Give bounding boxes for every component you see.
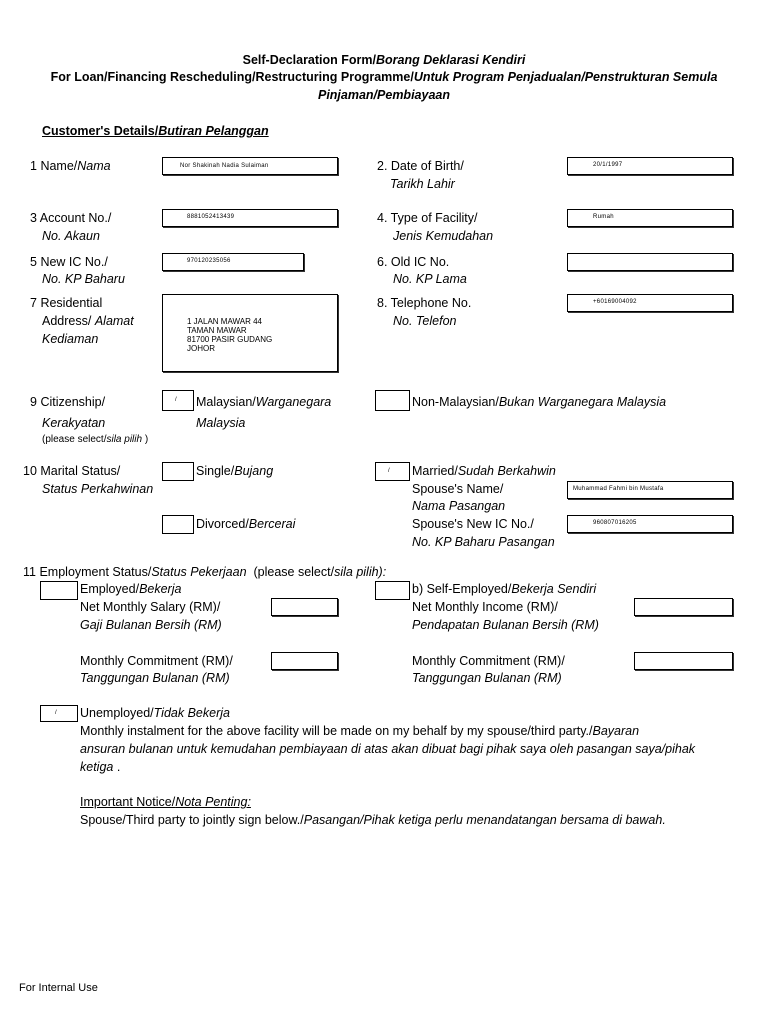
dob-field[interactable]: 20/1/1997 [567,157,733,175]
account-label: 3 Account No./ [30,211,112,225]
divorced-checkbox[interactable] [162,515,194,534]
statement-line2: ansuran bulanan untuk kemudahan pembiayaan di atas akan dibuat bagi pihak saya oleh pasangan saya/pihak [80,742,696,756]
new-ic-label-ms: No. KP Baharu [42,272,125,286]
employed-commitment-label: Monthly Commitment (RM)/ [80,654,233,668]
new-ic-label: 5 New IC No./ [30,255,108,269]
employed-label: Employed/Bekerja [80,582,182,596]
phone-label: 8. Telephone No. [377,296,472,310]
notice-body: Spouse/Third party to jointly sign below./Pasangan/Pihak ketiga perlu menandatangan bersama di bawah. [80,813,666,827]
employment-label: 11 Employment Status/Status Pekerjaan (please select/sila pilih): [23,565,387,579]
employed-commitment-label-ms: Tanggungan Bulanan (RM) [80,671,230,685]
section-heading: Customer's Details/Butiran Pelanggan [42,124,269,138]
spouse-ic-label-ms: No. KP Baharu Pasangan [412,535,555,549]
spouse-name-label-ms: Nama Pasangan [412,499,506,513]
account-field[interactable]: 8881052413439 [162,209,338,227]
unemployed-checkbox[interactable]: / [40,705,78,722]
account-label-ms: No. Akaun [42,229,100,243]
employed-commitment-field[interactable] [271,652,338,670]
self-commitment-label: Monthly Commitment (RM)/ [412,654,565,668]
address-label: 7 Residential [30,296,103,310]
facility-label: 4. Type of Facility/ [377,211,478,225]
phone-field[interactable]: +60169004092 [567,294,733,312]
address-label-3: Kediaman [42,332,99,346]
malaysian-label-ms: Malaysia [196,416,246,430]
marital-label: 10 Marital Status/ [23,464,121,478]
malaysian-checkbox[interactable]: / [162,390,194,411]
old-ic-label: 6. Old IC No. [377,255,450,269]
notice-heading: Important Notice/Nota Penting: [80,795,251,809]
internal-use-label: For Internal Use [19,982,98,994]
citizenship-label: 9 Citizenship/ [30,395,106,409]
married-checkbox[interactable]: / [375,462,410,481]
unemployed-label: Unemployed/Tidak Bekerja [80,706,230,720]
statement-line3: ketiga . [80,760,121,774]
self-employed-checkbox[interactable] [375,581,410,600]
single-label: Single/Bujang [196,464,274,478]
phone-label-ms: No. Telefon [393,314,457,328]
self-commitment-label-ms: Tanggungan Bulanan (RM) [412,671,562,685]
statement-line1: Monthly instalment for the above facility will be made on my behalf by my spouse/third party./Bayaran [80,724,640,738]
citizenship-hint: (please select/sila pilih ) [42,434,149,445]
spouse-name-field[interactable]: Muhammad Fahmi bin Mustafa [567,481,733,499]
dob-label: 2. Date of Birth/ [377,159,464,173]
new-ic-field[interactable]: 970120235056 [162,253,304,271]
spouse-name-label: Spouse's Name/ [412,482,504,496]
divorced-label: Divorced/Bercerai [196,517,296,531]
self-commitment-field[interactable] [634,652,733,670]
form-subtitle-cont: Pinjaman/Pembiayaan [317,88,450,102]
salary-label: Net Monthly Salary (RM)/ [80,600,221,614]
income-field[interactable] [634,598,733,616]
name-field[interactable]: Nor Shakinah Nadia Sulaiman [162,157,338,175]
citizenship-label-ms: Kerakyatan [42,416,106,430]
address-label-2: Address/ Alamat [42,314,134,328]
form-title: Self-Declaration Form/Borang Deklarasi Kendiri [242,53,526,67]
non-malaysian-label: Non-Malaysian/Bukan Warganegara Malaysia [412,395,667,409]
self-employed-label: b) Self-Employed/Bekerja Sendiri [412,582,597,596]
non-malaysian-checkbox[interactable] [375,390,410,411]
marital-label-ms: Status Perkahwinan [42,482,154,496]
income-label-ms: Pendapatan Bulanan Bersih (RM) [412,618,599,632]
income-label: Net Monthly Income (RM)/ [412,600,558,614]
married-label: Married/Sudah Berkahwin [412,464,556,478]
spouse-ic-field[interactable]: 960807016205 [567,515,733,533]
address-field[interactable]: 1 JALAN MAWAR 44 TAMAN MAWAR 81700 PASIR GUDANG JOHOR [162,294,338,372]
spouse-ic-label: Spouse's New IC No./ [412,517,534,531]
facility-label-ms: Jenis Kemudahan [393,229,494,243]
malaysian-label: Malaysian/Warganegara [196,395,332,409]
single-checkbox[interactable] [162,462,194,481]
dob-label-ms: Tarikh Lahir [390,177,455,191]
salary-field[interactable] [271,598,338,616]
old-ic-field[interactable] [567,253,733,271]
name-label: 1 Name/Nama [30,159,111,173]
salary-label-ms: Gaji Bulanan Bersih (RM) [80,618,222,632]
employed-checkbox[interactable] [40,581,78,600]
old-ic-label-ms: No. KP Lama [393,272,467,286]
facility-field[interactable]: Rumah [567,209,733,227]
form-subtitle: For Loan/Financing Rescheduling/Restructuring Programme/Untuk Program Penjadualan/Penstrukturan Semula [50,70,718,84]
